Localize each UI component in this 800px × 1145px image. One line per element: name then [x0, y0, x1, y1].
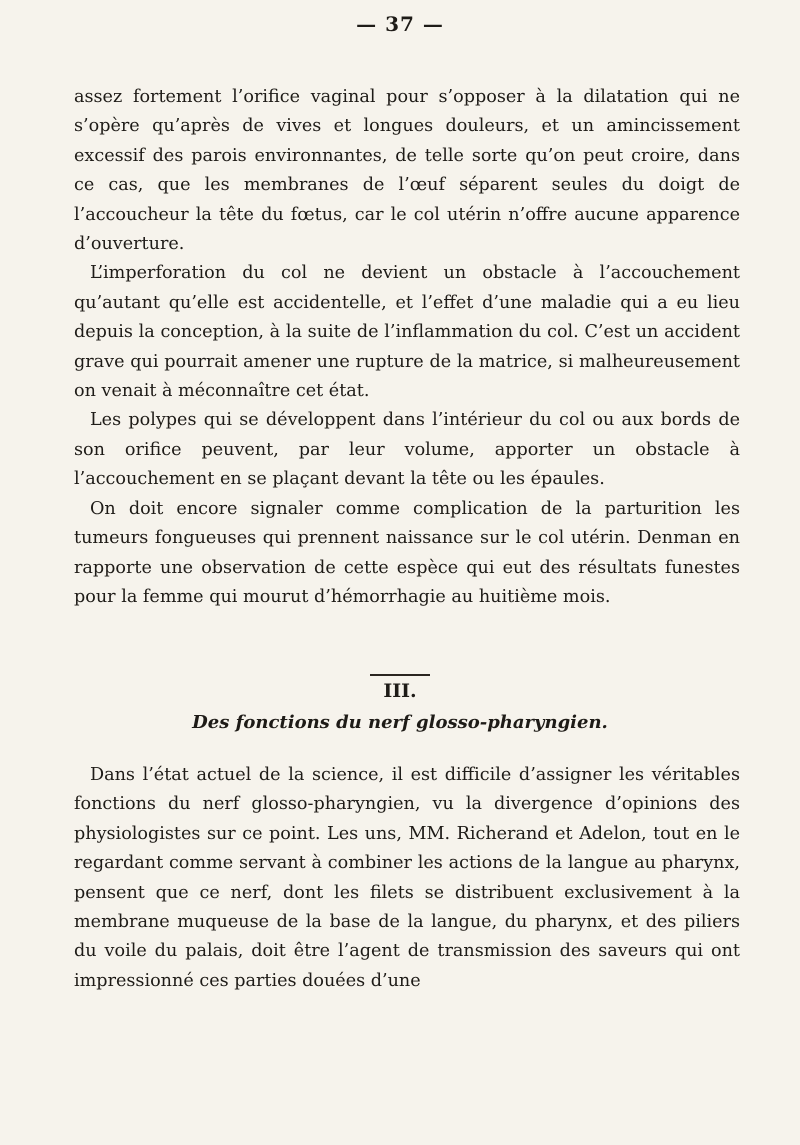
paragraph: Les polypes qui se développent dans l’intérieur du col ou aux bords de son orifice peuvent, par leur volume, apporter un obstacle à l’accouchement en se plaçant devant la tête ou les épaules.	[74, 410, 740, 490]
section-divider	[370, 674, 430, 676]
paragraph: L’imperforation du col ne devient un obstacle à l’accouchement qu’autant qu’elle est accidentelle, et l’effet d’une maladie qui a eu lieu depuis la conception, à la suite de l’inflammation du col. C’est un accident grave qui pourrait amener une rupture de la matrice, si malheureusement on venait à méconnaître cet état.	[74, 263, 740, 402]
page-number: — 37 —	[356, 12, 444, 36]
paragraph: assez fortement l’orifice vaginal pour s’opposer à la dilatation qui ne s’opère qu’après de vives et longues douleurs, et un amincissement excessif des parois environnantes, de telle sorte qu’on peut croire, dans ce cas, que les membranes de l’œuf séparent seules du doigt de l’accoucheur la tête du fœtus, car le col utérin n’offre aucune apparence d’ouverture.	[74, 87, 740, 255]
paragraph: On doit encore signaler comme complication de la parturition les tumeurs fongueuses qui prennent naissance sur le col utérin. Denman en rapporte une observation de cette espèce qui eut des résultats funestes pour la femme qui mourut d’hémorrhagie au huitième mois.	[74, 498, 740, 607]
section-title: Des fonctions du nerf glosso-pharyngien.	[192, 712, 608, 733]
section-number: III.	[383, 680, 417, 702]
intro-text	[74, 83, 740, 612]
section-text	[74, 761, 740, 996]
paragraph: Dans l’état actuel de la science, il est difficile d’assigner les véritables fonctions du nerf glosso-pharyngien, vu la divergence d’opinions des physiologistes sur ce point. Les uns, MM. Richerand et Adelon, tout en le regardant comme servant à combiner les actions de la langue au pharynx, pensent que ce nerf, dont les filets se distribuent exclusivement à la membrane muqueuse de la base de la langue, du pharynx, et des piliers du voile du palais, doit être l’agent de transmission des saveurs qui ont impressionné ces parties douées d’une	[74, 765, 740, 991]
